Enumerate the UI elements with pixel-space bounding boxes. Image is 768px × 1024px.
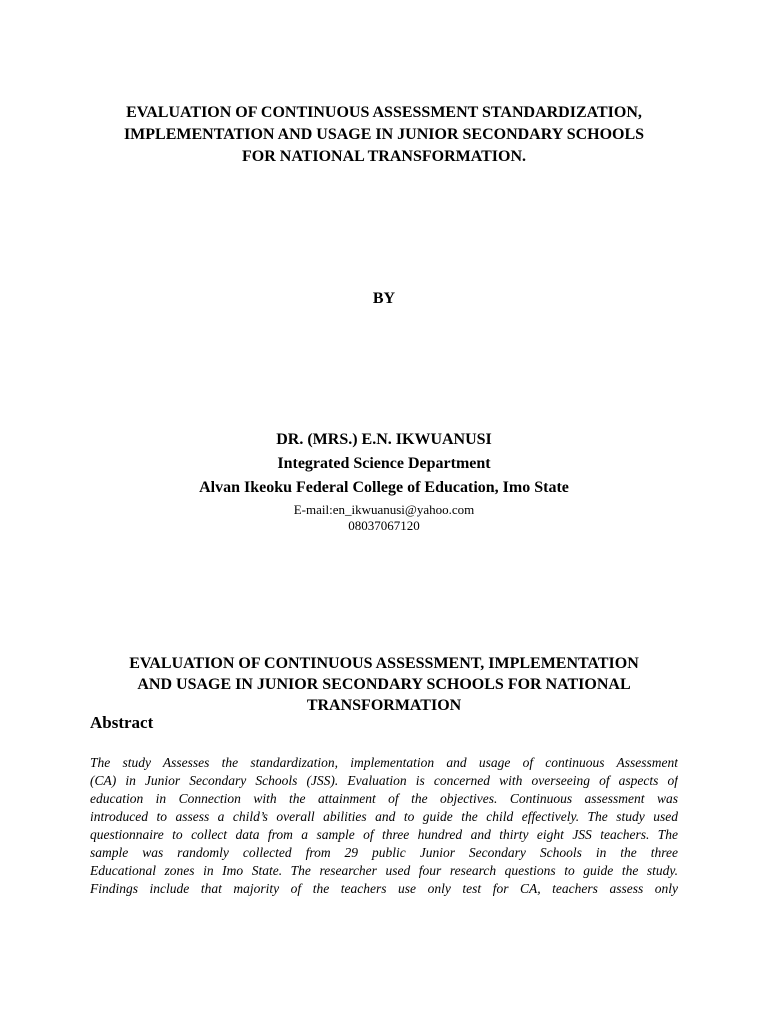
abstract-line: The study Assesses the standardization, implementation and usage of continuous Assessment <box>90 755 678 770</box>
abstract-body <box>90 754 678 898</box>
abstract-line: introduced to assess a child’s overall abilities and to guide the child effectively. The study used <box>90 809 678 824</box>
abstract-line: (CA) in Junior Secondary Schools (JSS). Evaluation is concerned with overseeing of aspects of <box>90 773 678 788</box>
title-line: IMPLEMENTATION AND USAGE IN JUNIOR SECONDARY SCHOOLS <box>123 126 645 143</box>
title-line: FOR NATIONAL TRANSFORMATION. <box>241 148 527 165</box>
abstract-line: Findings include that majority of the teachers use only test for CA, teachers assess only <box>90 881 678 896</box>
author-institution: Alvan Ikeoku Federal College of Education, Imo State <box>199 479 569 496</box>
title-line: EVALUATION OF CONTINUOUS ASSESSMENT STANDARDIZATION, <box>126 104 642 121</box>
by-label: BY <box>372 290 396 307</box>
author-name: DR. (MRS.) E.N. IKWUANUSI <box>276 431 492 448</box>
abstract-line: education in Connection with the attainment of the objectives. Continuous assessment was <box>90 791 678 806</box>
author-email: E-mail:en_ikwuanusi@yahoo.com <box>293 502 475 517</box>
author-phone: 08037067120 <box>348 518 420 533</box>
subtitle-line: AND USAGE IN JUNIOR SECONDARY SCHOOLS FOR NATIONAL <box>137 676 631 693</box>
author-block <box>60 428 708 534</box>
abstract-heading: Abstract <box>90 713 154 732</box>
paper-title <box>60 102 708 168</box>
subtitle-line: TRANSFORMATION <box>306 697 462 714</box>
author-department: Integrated Science Department <box>277 455 491 472</box>
abstract-line: Educational zones in Imo State. The researcher used four research questions to guide the study. <box>90 863 678 878</box>
section-title <box>60 653 708 716</box>
subtitle-line: EVALUATION OF CONTINUOUS ASSESSMENT, IMPLEMENTATION <box>129 655 639 672</box>
abstract-line: sample was randomly collected from 29 public Junior Secondary Schools in the three <box>90 845 678 860</box>
abstract-line: questionnaire to collect data from a sample of three hundred and thirty eight JSS teachers. The <box>90 827 678 842</box>
